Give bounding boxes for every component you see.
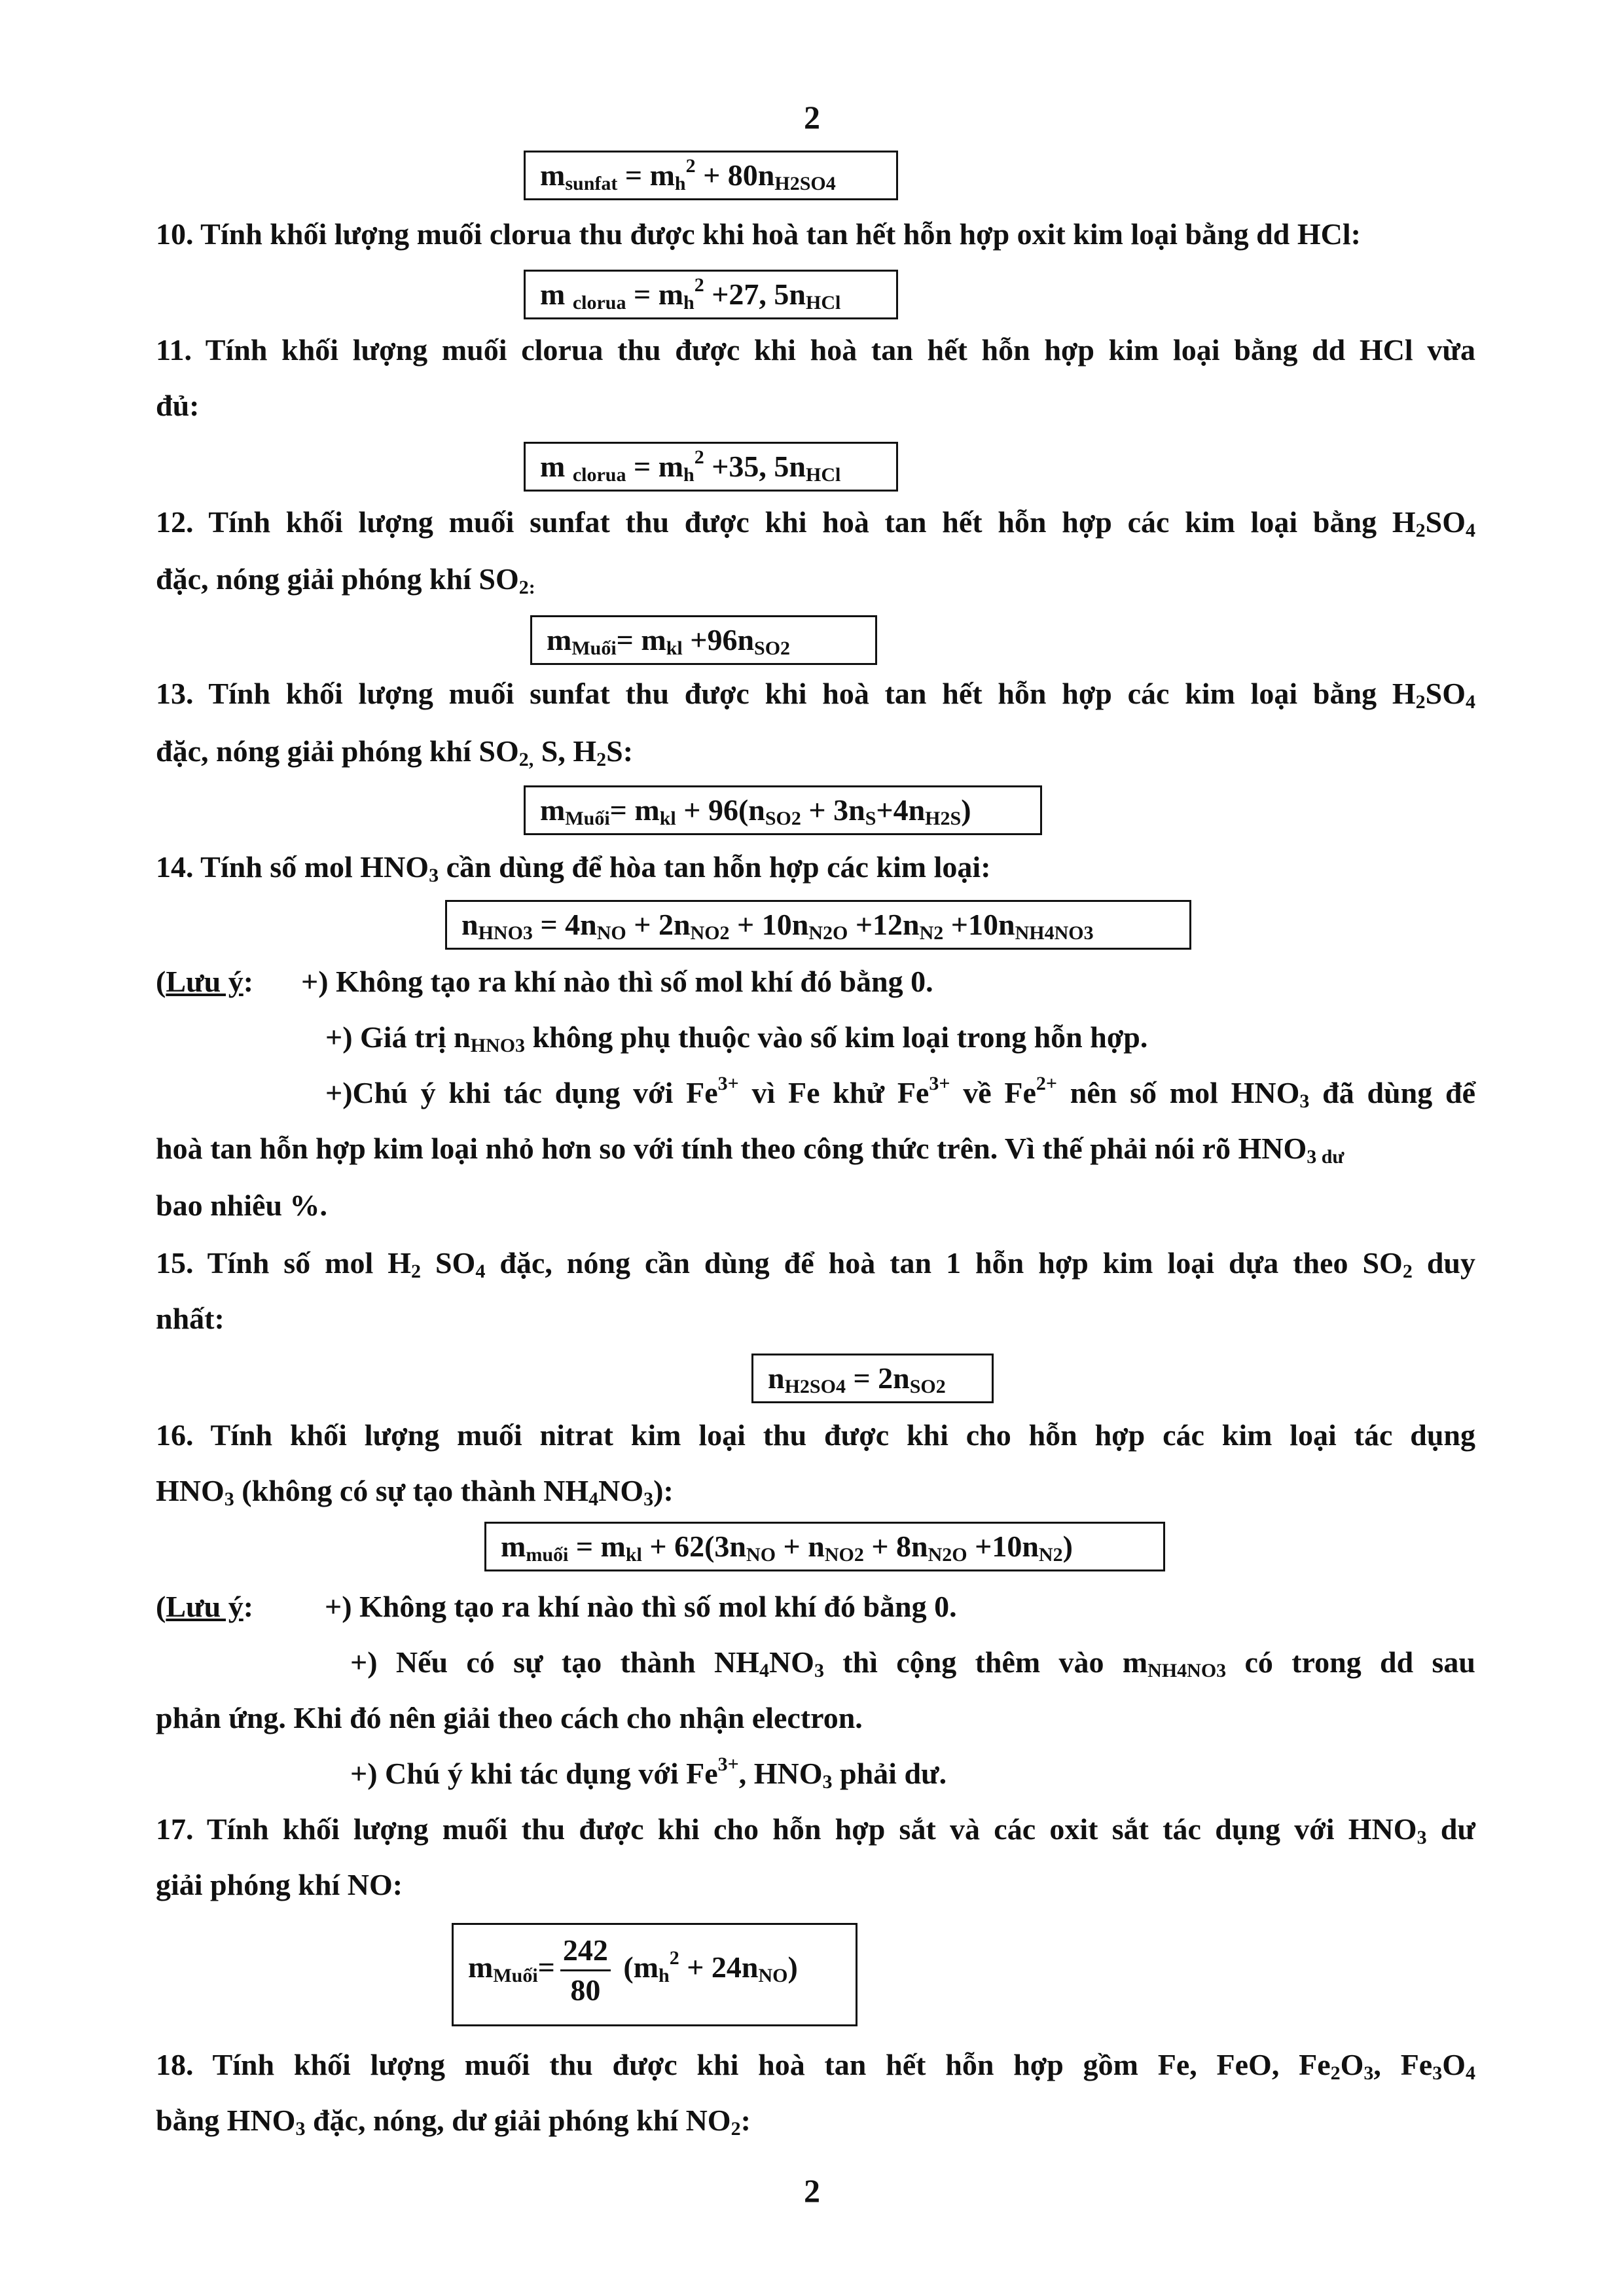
formula-box-15: $n_{H2SO4} = 2n_{SO2}$ xyxy=(751,1354,994,1403)
item-18-line-2: bằng $HNO_3$ đặc, nóng, dư giải phóng khí $NO_2$: xyxy=(156,2104,751,2140)
item-18-line-1: 18. Tính khối lượng muối thu được khi hoà tan hết hỗn hợp gồm Fe, FeO, $Fe_2O_3$, $Fe_3O_4$ xyxy=(156,2048,1476,2084)
formula-box-14: $n_{HNO3} = 4n_{NO} + 2n_{NO2} + 10n_{N2O} +12n_{N2} +10n_{NH4NO3}$ xyxy=(445,900,1191,950)
item-12-line-1: 12. Tính khối lượng muối sunfat thu được khi hoà tan hết hỗn hợp các kim loại bằng $H_2SO_4$ xyxy=(156,505,1475,541)
formula-box-17: $m_{Muối}=$ $\frac{242}{80}$ $(m_h^2 + 24n_{NO})$ xyxy=(452,1923,857,2026)
item-12-line-2: đặc, nóng giải phóng khí $SO_{2:}$ xyxy=(156,562,535,598)
formula-box-sunfat: $m_{sunfat} = m_h^2 + 80n_{H2SO4}$ xyxy=(524,151,898,200)
note-16-line-1: (Lưu ý: +) Không tạo ra khí nào thì số mol khí đó bằng 0. xyxy=(156,1590,957,1623)
note-14-line-3: +)Chú ý khi tác dụng với $Fe^{3+}$ vì Fe khử $Fe^{3+}$ về $Fe^{2+}$ nên số mol $HNO_3$ đã dùng để xyxy=(325,1073,1475,1112)
page-number-top: 2 xyxy=(804,99,820,135)
formula-box-13: $m_{Muối}= m_{kl} + 96(n_{SO2} + 3n_S+4n_{H2S})$ xyxy=(524,785,1042,835)
item-17-line-2: giải phóng khí NO: xyxy=(156,1868,403,1901)
note-label: Lưu ý xyxy=(166,1590,244,1623)
item-13-line-1: 13. Tính khối lượng muối sunfat thu được khi hoà tan hết hỗn hợp các kim loại bằng $H_2SO_4$ xyxy=(156,677,1475,713)
fraction-242-80: $\frac{242}{80}$ xyxy=(560,1931,611,2009)
item-13-line-2: đặc, nóng giải phóng khí $SO_{2,}$ S, $H_2S$: xyxy=(156,734,634,770)
note-14-line-1: (Lưu ý: +) Không tạo ra khí nào thì số mol khí đó bằng 0. xyxy=(156,965,933,998)
item-15-line-1: 15. Tính số mol $H_2$ $SO_4$ đặc, nóng cần dùng để hoà tan 1 hỗn hợp kim loại dựa theo $SO_2$ duy xyxy=(156,1246,1475,1282)
formula-box-16: $m_{muối} = m_{kl} + 62(3n_{NO} + n_{NO2} + 8n_{N2O} +10n_{N2})$ xyxy=(484,1522,1165,1571)
formula-box-11: m $_{clorua} = m_h^2 +35$, $5n_{HCl}$ xyxy=(524,442,898,492)
item-16-line-2: $HNO_3$ (không có sự tạo thành $NH_4NO_3$): xyxy=(156,1474,674,1510)
item-15-line-2: nhất: xyxy=(156,1302,225,1335)
note-14-line-4: hoà tan hỗn hợp kim loại nhỏ hơn so với tính theo công thức trên. Vì thế phải nói rõ $HNO_{3 dư}$ xyxy=(156,1132,1344,1168)
formula-box-10: m $_{clorua} = m_h^2 +27$, $5n_{HCl}$ xyxy=(524,270,898,319)
item-10-text: 10. Tính khối lượng muối clorua thu được khi hoà tan hết hỗn hợp oxit kim loại bằng dd HCl: xyxy=(156,217,1361,251)
note-16-line-3: phản ứng. Khi đó nên giải theo cách cho nhận electron. xyxy=(156,1701,863,1734)
note-label: Lưu ý xyxy=(166,965,244,998)
formula-box-12: $m_{Muối}= m_{kl} +96n_{SO2}$ xyxy=(530,615,877,665)
note-16-line-2: +) Nếu có sự tạo thành $NH_4NO_3$ thì cộng thêm vào $m_{NH4NO3}$ có trong dd sau xyxy=(350,1645,1475,1681)
item-14-text: 14. Tính số mol $HNO_3$ cần dùng để hòa tan hỗn hợp các kim loại: xyxy=(156,850,991,886)
note-14-line-2: +) Giá trị $n_{HNO3}$ không phụ thuộc vào số kim loại trong hỗn hợp. xyxy=(325,1020,1148,1056)
note-16-line-4: +) Chú ý khi tác dụng với $Fe^{3+}$, $HNO_3$ phải dư. xyxy=(350,1753,947,1793)
item-16-line-1: 16. Tính khối lượng muối nitrat kim loại thu được khi cho hỗn hợp các kim loại tác dụng xyxy=(156,1418,1475,1452)
item-11-line-2: đủ: xyxy=(156,389,200,422)
item-11-line-1: 11. Tính khối lượng muối clorua thu được khi hoà tan hết hỗn hợp kim loại bằng dd HCl vừa xyxy=(156,333,1475,367)
note-14-line-5: bao nhiêu %. xyxy=(156,1189,328,1222)
item-17-line-1: 17. Tính khối lượng muối thu được khi cho hỗn hợp sắt và các oxit sắt tác dụng với $HNO_3$ dư xyxy=(156,1812,1476,1848)
page-number-bottom: 2 xyxy=(804,2172,820,2209)
